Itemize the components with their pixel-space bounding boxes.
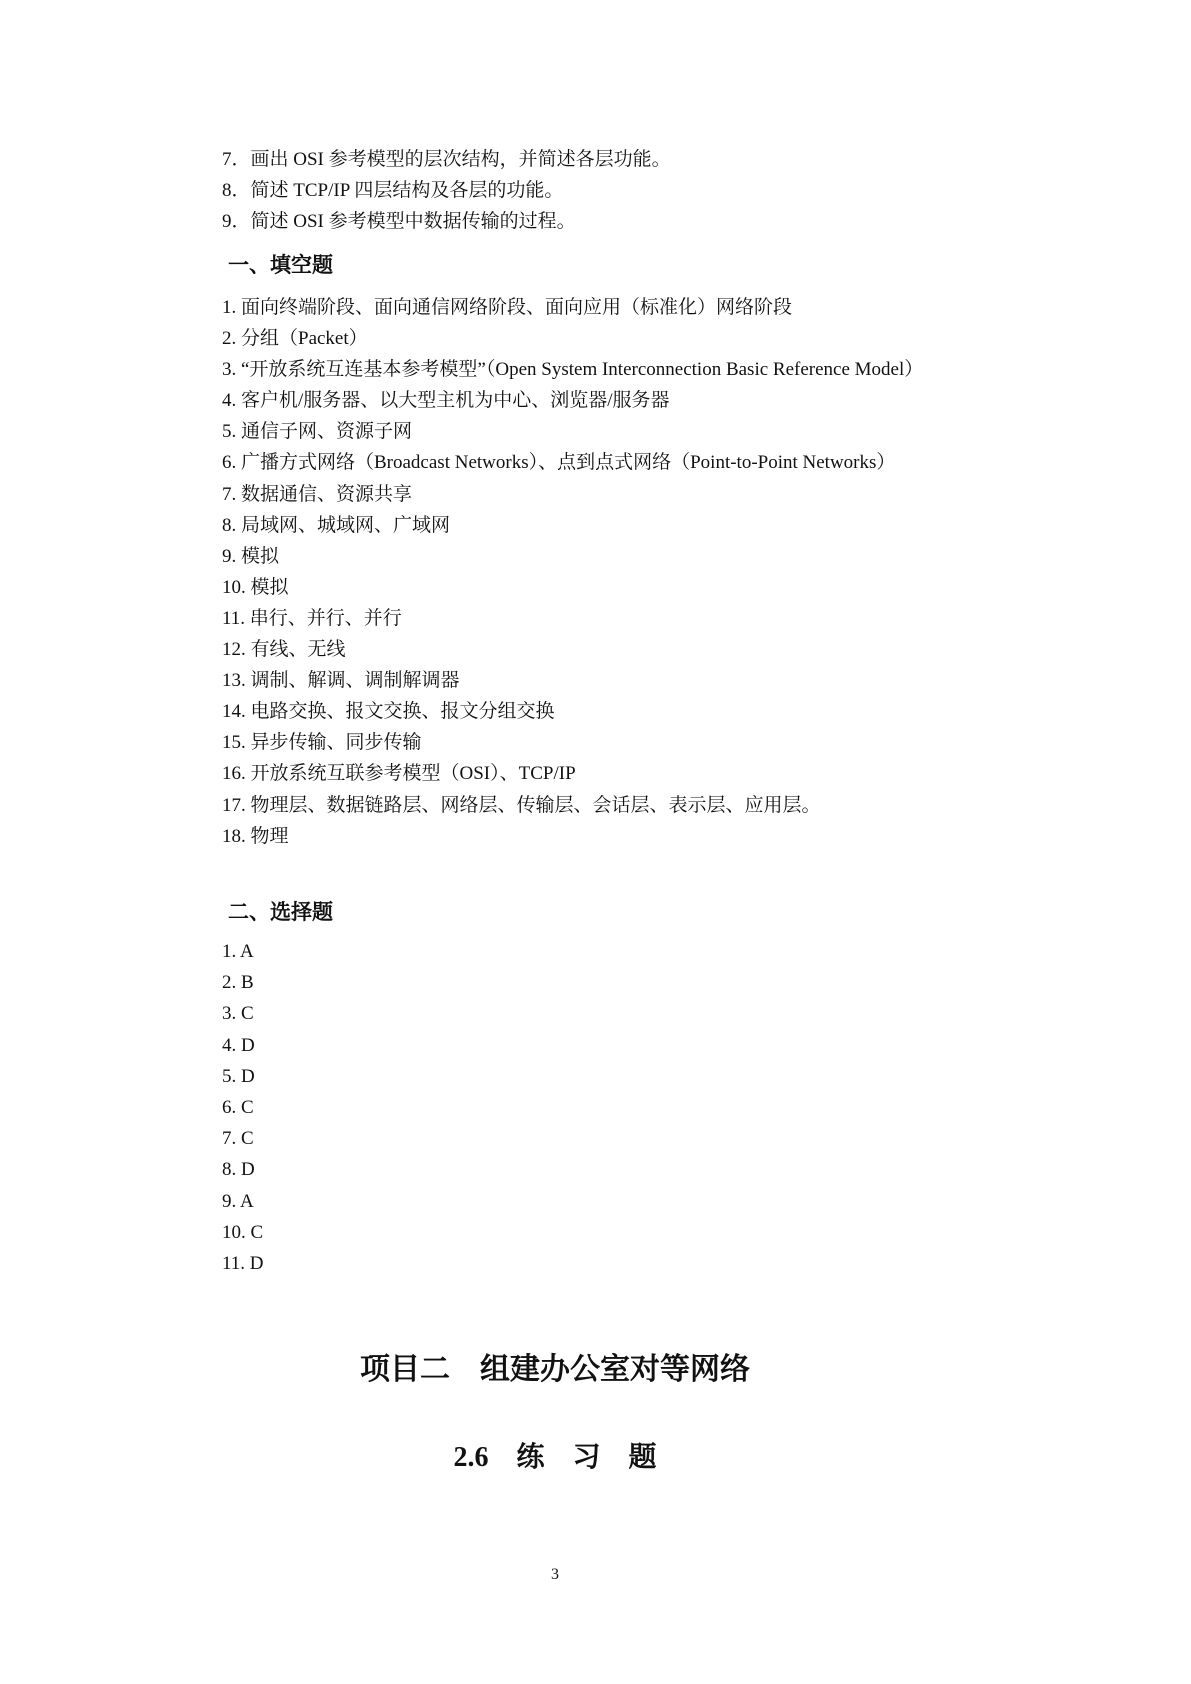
choice-answer: 11. D — [222, 1252, 264, 1274]
fill-blank-answer: 16. 开放系统互联参考模型（OSI）、TCP/IP — [222, 763, 576, 785]
fill-blank-answer: 17. 物理层、数据链路层、网络层、传输层、会话层、表示层、应用层。 — [222, 794, 821, 816]
fill-blank-heading: 一、填空题 — [228, 254, 333, 277]
fill-blank-answer: 13. 调制、解调、调制解调器 — [222, 670, 460, 692]
choice-answer: 3. C — [222, 1003, 254, 1025]
page-number: 3 — [551, 1566, 559, 1583]
project-title: 项目二 组建办公室对等网络 — [360, 1353, 750, 1386]
fill-blank-answer: 4. 客户机/服务器、以大型主机为中心、浏览器/服务器 — [222, 390, 670, 412]
fill-blank-answer: 2. 分组（Packet） — [222, 328, 368, 350]
choice-answer: 4. D — [222, 1034, 255, 1056]
fill-blank-answers — [222, 292, 923, 852]
fill-blank-answer: 18. 物理 — [222, 825, 289, 847]
question-line: 9．简述 OSI 参考模型中数据传输的过程。 — [222, 211, 576, 232]
question-line: 7．画出 OSI 参考模型的层次结构，并简述各层功能。 — [222, 149, 671, 170]
choice-answer: 6. C — [222, 1096, 254, 1118]
fill-blank-answer: 15. 异步传输、同步传输 — [222, 732, 422, 754]
multiple-choice-heading: 二、选择题 — [228, 901, 333, 924]
choice-answer: 2. B — [222, 972, 254, 994]
choice-answer: 10. C — [222, 1221, 264, 1243]
review-questions — [222, 144, 671, 237]
fill-blank-answer: 11. 串行、并行、并行 — [222, 607, 402, 629]
choice-answer: 5. D — [222, 1065, 255, 1087]
fill-blank-answer: 10. 模拟 — [222, 576, 289, 598]
fill-blank-answer: 6. 广播方式网络（Broadcast Networks）、点到点式网络（Point-to-Point Networks） — [222, 452, 896, 474]
choice-answer: 9. A — [222, 1190, 254, 1212]
fill-blank-answer: 9. 模拟 — [222, 545, 280, 567]
choice-answer: 7. C — [222, 1128, 254, 1150]
fill-blank-answer: 1. 面向终端阶段、面向通信网络阶段、面向应用（标准化）网络阶段 — [222, 297, 793, 318]
fill-blank-answer: 8. 局域网、城域网、广域网 — [222, 514, 451, 536]
choice-answer: 8. D — [222, 1159, 255, 1181]
choice-answer: 1. A — [222, 941, 254, 962]
fill-blank-answer: 3. “开放系统互连基本参考模型”（Open System Interconnection Basic Reference Model） — [222, 359, 924, 381]
exercise-title: 2.6 练 习 题 — [453, 1442, 657, 1473]
multiple-choice-answers — [222, 936, 264, 1279]
fill-blank-answer: 7. 数据通信、资源共享 — [222, 483, 413, 505]
question-line: 8．简述 TCP/IP 四层结构及各层的功能。 — [222, 180, 564, 201]
fill-blank-answer: 14. 电路交换、报文交换、报文分组交换 — [222, 701, 555, 723]
fill-blank-answer: 12. 有线、无线 — [222, 639, 346, 661]
fill-blank-answer: 5. 通信子网、资源子网 — [222, 421, 413, 443]
